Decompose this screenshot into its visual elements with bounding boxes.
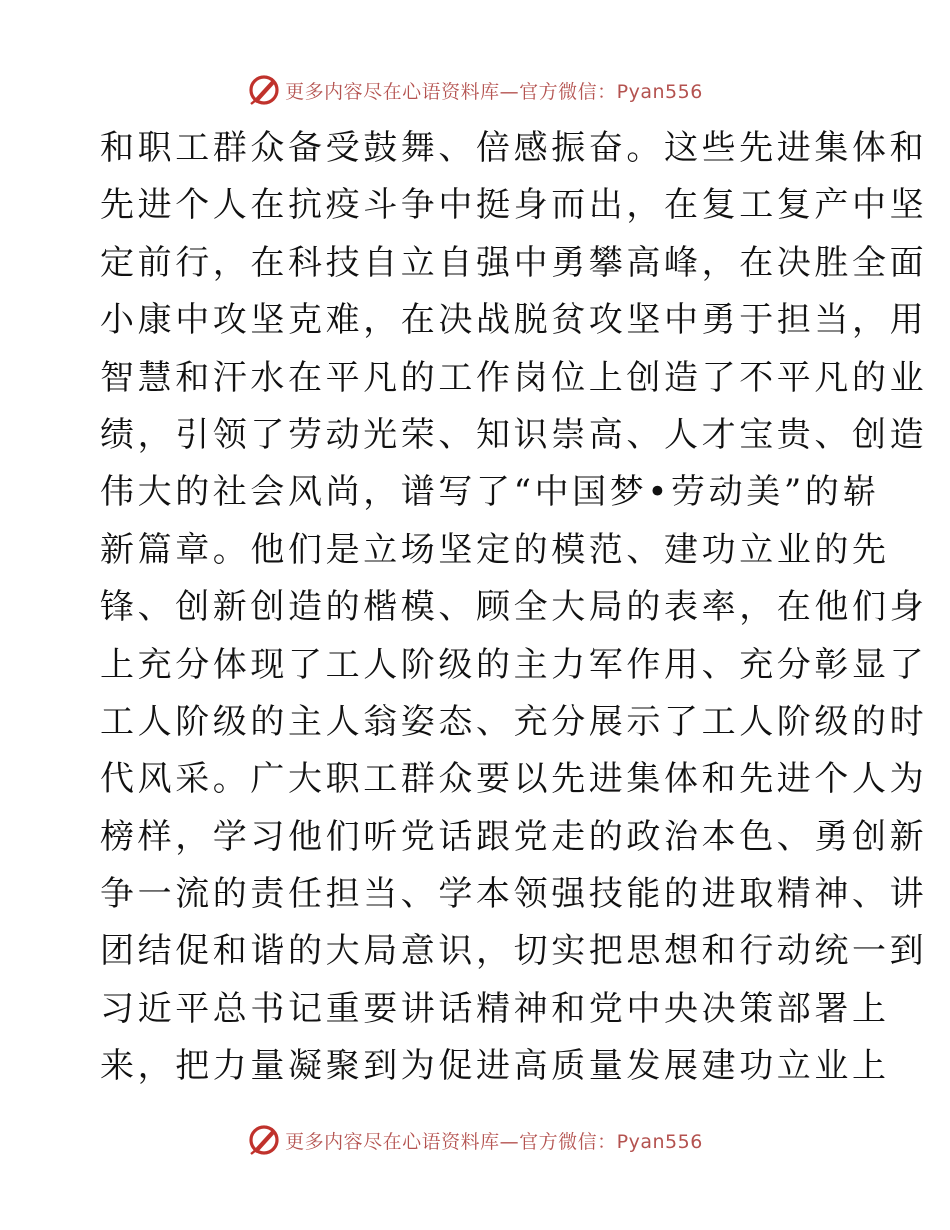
body-line: 新篇章。他们是立场坚定的模范、建功立业的先 [100, 529, 890, 570]
body-line: 代风采。广大职工群众要以先进集体和先进个人为 [100, 759, 928, 800]
body-line: 榜样，学习他们听党话跟党走的政治本色、勇创新 [100, 816, 928, 857]
body-line: 习近平总书记重要讲话精神和党中央决策部署上 [100, 988, 890, 1029]
footer-banner [0, 1120, 950, 1160]
body-line: 绩，引领了劳动光荣、知识崇高、人才宝贵、创造 [100, 414, 928, 455]
header-banner [0, 70, 950, 110]
body-line: 小康中攻坚克难，在决战脱贫攻坚中勇于担当，用 [100, 300, 928, 341]
body-line: 智慧和汗水在平凡的工作岗位上创造了不平凡的业 [100, 357, 928, 398]
header-banner-text: 更多内容尽在心语资料库—官方微信：Pyan556 [285, 80, 703, 103]
body-line: 先进个人在抗疫斗争中挺身而出，在复工复产中坚 [100, 185, 928, 226]
quill-logo-icon [247, 1123, 281, 1157]
body-line: 工人阶级的主人翁姿态、充分展示了工人阶级的时 [100, 701, 928, 742]
body-line: 争一流的责任担当、学本领强技能的进取精神、讲 [100, 874, 928, 915]
body-line: 锋、创新创造的楷模、顾全大局的表率，在他们身 [100, 587, 928, 628]
body-line: 上充分体现了工人阶级的主力军作用、充分彰显了 [100, 644, 928, 685]
body-line: 伟大的社会风尚，谱写了“中国梦•劳动美”的崭 [100, 472, 881, 513]
document-body [100, 120, 928, 1096]
body-line: 团结促和谐的大局意识，切实把思想和行动统一到 [100, 931, 928, 972]
body-line: 来，把力量凝聚到为促进高质量发展建功立业上 [100, 1046, 890, 1087]
body-line: 定前行，在科技自立自强中勇攀高峰，在决胜全面 [100, 242, 928, 283]
footer-banner-text: 更多内容尽在心语资料库—官方微信：Pyan556 [285, 1130, 703, 1153]
quill-logo-icon [247, 73, 281, 107]
body-line: 和职工群众备受鼓舞、倍感振奋。这些先进集体和 [100, 128, 928, 168]
